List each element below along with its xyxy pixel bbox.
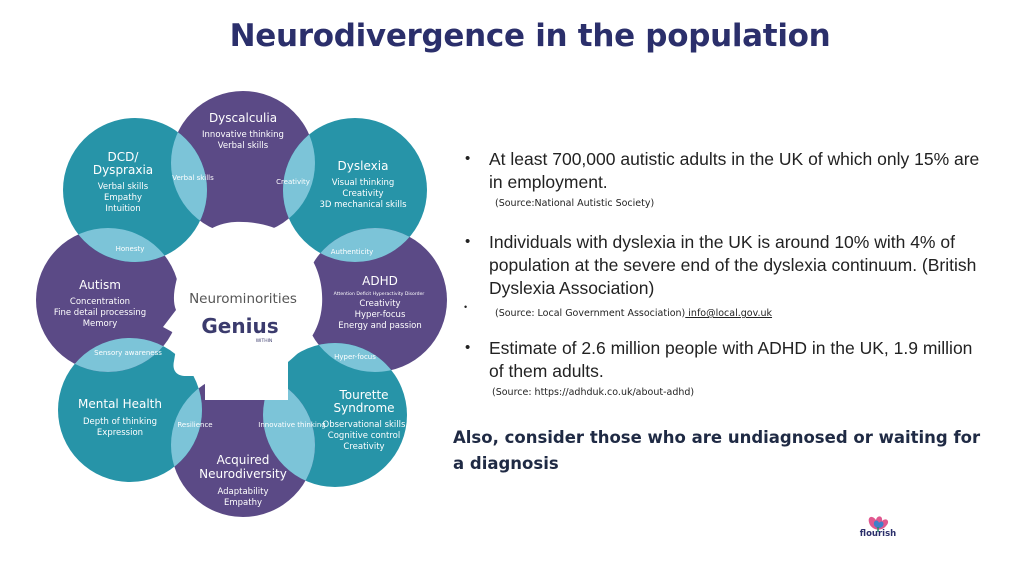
statistic-autism bbox=[462, 148, 982, 209]
petal-title: DCD/ bbox=[107, 150, 139, 164]
petal-trait: Cognitive control bbox=[327, 431, 401, 441]
overlap-label-honesty: Honesty bbox=[115, 245, 145, 253]
petal-trait: Creativity bbox=[342, 189, 384, 199]
petal-trait: Verbal skills bbox=[217, 141, 269, 151]
petal-trait: Energy and passion bbox=[338, 321, 422, 331]
petal-title: Acquired bbox=[216, 453, 270, 467]
overlap-label-resilience: Resilience bbox=[177, 421, 213, 429]
bullet-icon: • bbox=[464, 302, 468, 312]
petal-title: Neurodiversity bbox=[199, 467, 287, 481]
petal-trait: Fine detail processing bbox=[53, 308, 147, 318]
overlap-label-creativity: Creativity bbox=[276, 178, 310, 186]
bullet-icon: • bbox=[465, 339, 471, 356]
petal-trait: Concentration bbox=[69, 297, 131, 307]
statistic-adhd bbox=[462, 337, 982, 398]
statistic-text: Individuals with dyslexia in the UK is around 10% with 4% of population at the severe end of the dyslexia continuum. (British Dyslexia Association) bbox=[489, 232, 977, 298]
petal-trait: 3D mechanical skills bbox=[319, 200, 407, 210]
statistic-dyslexia bbox=[462, 231, 982, 300]
genius-within-logo: Genius bbox=[201, 314, 279, 338]
petal-title: Syndrome bbox=[333, 401, 395, 415]
petal-trait: Empathy bbox=[223, 498, 263, 508]
petal-trait: Expression bbox=[96, 428, 144, 438]
petal-trait: Memory bbox=[82, 319, 118, 329]
statistic-text: Estimate of 2.6 million people with ADHD in the UK, 1.9 million of them adults. bbox=[489, 338, 973, 381]
undiagnosed-note: Also, consider those who are undiagnosed or waiting for a diagnosis bbox=[453, 428, 981, 473]
overlap-label-sensory: Sensory awareness bbox=[94, 349, 162, 357]
petal-title: Dyslexia bbox=[337, 159, 389, 173]
petal-trait: Observational skills bbox=[322, 420, 406, 430]
overlap-label-innovative-thinking: Innovative thinking bbox=[258, 421, 326, 429]
email-link[interactable]: info@local.gov.uk bbox=[685, 308, 773, 319]
statistic-source: (Source: https://adhduk.co.uk/about-adhd) bbox=[492, 387, 695, 398]
petal-trait: Visual thinking bbox=[331, 178, 395, 188]
petal-title: Dyscalculia bbox=[208, 111, 278, 125]
center-label: Neurominorities bbox=[189, 291, 297, 307]
petal-trait: Depth of thinking bbox=[82, 417, 158, 427]
flourish-logo-text: flourish bbox=[859, 529, 897, 539]
statistic-source-row bbox=[462, 303, 982, 321]
petal-trait: Innovative thinking bbox=[202, 130, 284, 140]
bullet-icon: • bbox=[465, 150, 471, 167]
petal-trait: Adaptability bbox=[217, 487, 269, 497]
petal-trait: Verbal skills bbox=[97, 182, 149, 192]
petal-subtitle: Attention Deficit Hyperactivity Disorder bbox=[333, 292, 425, 297]
bullet-icon: • bbox=[465, 233, 471, 250]
statistic-text: At least 700,000 autistic adults in the UK of which only 15% are in employment. bbox=[489, 149, 980, 192]
petal-trait: Creativity bbox=[359, 299, 401, 309]
petal-trait: Hyper-focus bbox=[354, 310, 406, 320]
petal-title: Tourette bbox=[339, 388, 389, 402]
overlap-label-authenticity: Authenticity bbox=[330, 248, 374, 256]
overlap-label-verbal-skills: Verbal skills bbox=[172, 174, 214, 182]
statistic-source: (Source:National Autistic Society) bbox=[495, 198, 655, 209]
neurominorities-diagram bbox=[0, 0, 460, 576]
petal-title: Autism bbox=[79, 278, 121, 292]
petal-trait: Empathy bbox=[103, 193, 143, 203]
petal-title: Dyspraxia bbox=[92, 163, 154, 177]
statistics-list bbox=[462, 148, 982, 398]
page-title: Neurodivergence in the population bbox=[229, 18, 831, 54]
petal-title: Mental Health bbox=[78, 397, 162, 411]
genius-within-logo-sub: WITHIN bbox=[255, 339, 273, 344]
petal-trait: Creativity bbox=[343, 442, 385, 452]
statistic-source: (Source: Local Government Association) bbox=[495, 308, 686, 319]
overlap-label-hyper-focus: Hyper-focus bbox=[334, 353, 376, 361]
petal-trait: Intuition bbox=[105, 204, 141, 214]
petal-title: ADHD bbox=[362, 274, 398, 288]
